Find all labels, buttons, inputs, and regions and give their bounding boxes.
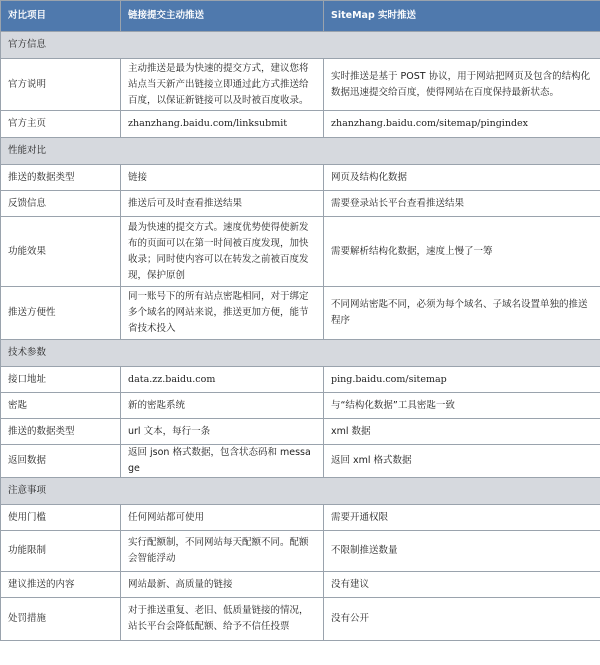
cell-sitemap-push: 不限制推送数量 bbox=[324, 531, 600, 572]
table-row bbox=[1, 111, 600, 138]
section-performance: 性能对比 bbox=[1, 138, 600, 165]
row-label: 功能限制 bbox=[1, 531, 121, 572]
section-row bbox=[1, 32, 600, 59]
cell-active-push: 任何网站都可使用 bbox=[121, 505, 324, 531]
cell-active-push: 对于推送重复、老旧、低质量链接的情况，站长平台会降低配额、给予不信任投票 bbox=[121, 598, 324, 641]
cell-active-push: 链接 bbox=[121, 165, 324, 191]
row-label: 建议推送的内容 bbox=[1, 572, 121, 598]
cell-sitemap-push: 实时推送是基于 POST 协议，用于网站把网页及包含的结构化数据迅速提交给百度，使得网站在百度保持最新状态。 bbox=[324, 59, 600, 111]
cell-active-push: data.zz.baidu.com bbox=[121, 367, 324, 393]
table-row bbox=[1, 217, 600, 287]
cell-active-push: 同一账号下的所有站点密匙相同，对于绑定多个域名的网站来说，推送更加方便，能节省技术投入 bbox=[121, 287, 324, 340]
row-label: 推送的数据类型 bbox=[1, 165, 121, 191]
row-label: 官方主页 bbox=[1, 111, 121, 138]
table-row bbox=[1, 572, 600, 598]
row-label: 推送的数据类型 bbox=[1, 419, 121, 445]
cell-active-push: 网站最新、高质量的链接 bbox=[121, 572, 324, 598]
table-row bbox=[1, 393, 600, 419]
cell-sitemap-push: xml 数据 bbox=[324, 419, 600, 445]
row-label: 反馈信息 bbox=[1, 191, 121, 217]
row-label: 返回数据 bbox=[1, 445, 121, 478]
table-row bbox=[1, 505, 600, 531]
cell-sitemap-push: zhanzhang.baidu.com/sitemap/pingindex bbox=[324, 111, 600, 138]
cell-active-push: 新的密匙系统 bbox=[121, 393, 324, 419]
row-label: 密匙 bbox=[1, 393, 121, 419]
cell-active-push: 主动推送是最为快速的提交方式，建议您将站点当天新产出链接立即通过此方式推送给百度，以保证新链接可以及时被百度收录。 bbox=[121, 59, 324, 111]
cell-active-push: 实行配额制，不同网站每天配额不同。配额会智能浮动 bbox=[121, 531, 324, 572]
table-row bbox=[1, 59, 600, 111]
row-label: 使用门槛 bbox=[1, 505, 121, 531]
cell-active-push: 返回 json 格式数据，包含状态码和 message bbox=[121, 445, 324, 478]
row-label: 官方说明 bbox=[1, 59, 121, 111]
table-row bbox=[1, 531, 600, 572]
section-tech-params: 技术参数 bbox=[1, 340, 600, 367]
cell-sitemap-push: 没有建议 bbox=[324, 572, 600, 598]
section-official-info: 官方信息 bbox=[1, 32, 600, 59]
header-compare-item: 对比项目 bbox=[1, 1, 121, 32]
cell-active-push: url 文本，每行一条 bbox=[121, 419, 324, 445]
section-row bbox=[1, 478, 600, 505]
table-row bbox=[1, 598, 600, 641]
cell-active-push: 推送后可及时查看推送结果 bbox=[121, 191, 324, 217]
table-row bbox=[1, 287, 600, 340]
cell-sitemap-push: 没有公开 bbox=[324, 598, 600, 641]
row-label: 处罚措施 bbox=[1, 598, 121, 641]
cell-sitemap-push: 与“结构化数据”工具密匙一致 bbox=[324, 393, 600, 419]
section-row bbox=[1, 340, 600, 367]
row-label: 推送方便性 bbox=[1, 287, 121, 340]
cell-sitemap-push: 需要登录站长平台查看推送结果 bbox=[324, 191, 600, 217]
cell-sitemap-push: 需要解析结构化数据，速度上慢了一筹 bbox=[324, 217, 600, 287]
row-label: 功能效果 bbox=[1, 217, 121, 287]
table-header bbox=[1, 1, 600, 32]
cell-sitemap-push: 返回 xml 格式数据 bbox=[324, 445, 600, 478]
table-row bbox=[1, 191, 600, 217]
table-row bbox=[1, 165, 600, 191]
section-row bbox=[1, 138, 600, 165]
cell-sitemap-push: 不同网站密匙不同，必须为每个域名、子域名设置单独的推送程序 bbox=[324, 287, 600, 340]
row-label: 接口地址 bbox=[1, 367, 121, 393]
cell-sitemap-push: ping.baidu.com/sitemap bbox=[324, 367, 600, 393]
header-sitemap-push: SiteMap 实时推送 bbox=[324, 1, 600, 32]
cell-active-push: 最为快速的提交方式。速度优势使得使新发布的页面可以在第一时间被百度发现，加快收录；同时使内容可以在转发之前被百度发现，保护原创 bbox=[121, 217, 324, 287]
header-active-push: 链接提交主动推送 bbox=[121, 1, 324, 32]
cell-active-push: zhanzhang.baidu.com/linksubmit bbox=[121, 111, 324, 138]
table-row bbox=[1, 367, 600, 393]
section-notes: 注意事项 bbox=[1, 478, 600, 505]
cell-sitemap-push: 需要开通权限 bbox=[324, 505, 600, 531]
table-row bbox=[1, 419, 600, 445]
cell-sitemap-push: 网页及结构化数据 bbox=[324, 165, 600, 191]
table-row bbox=[1, 445, 600, 478]
